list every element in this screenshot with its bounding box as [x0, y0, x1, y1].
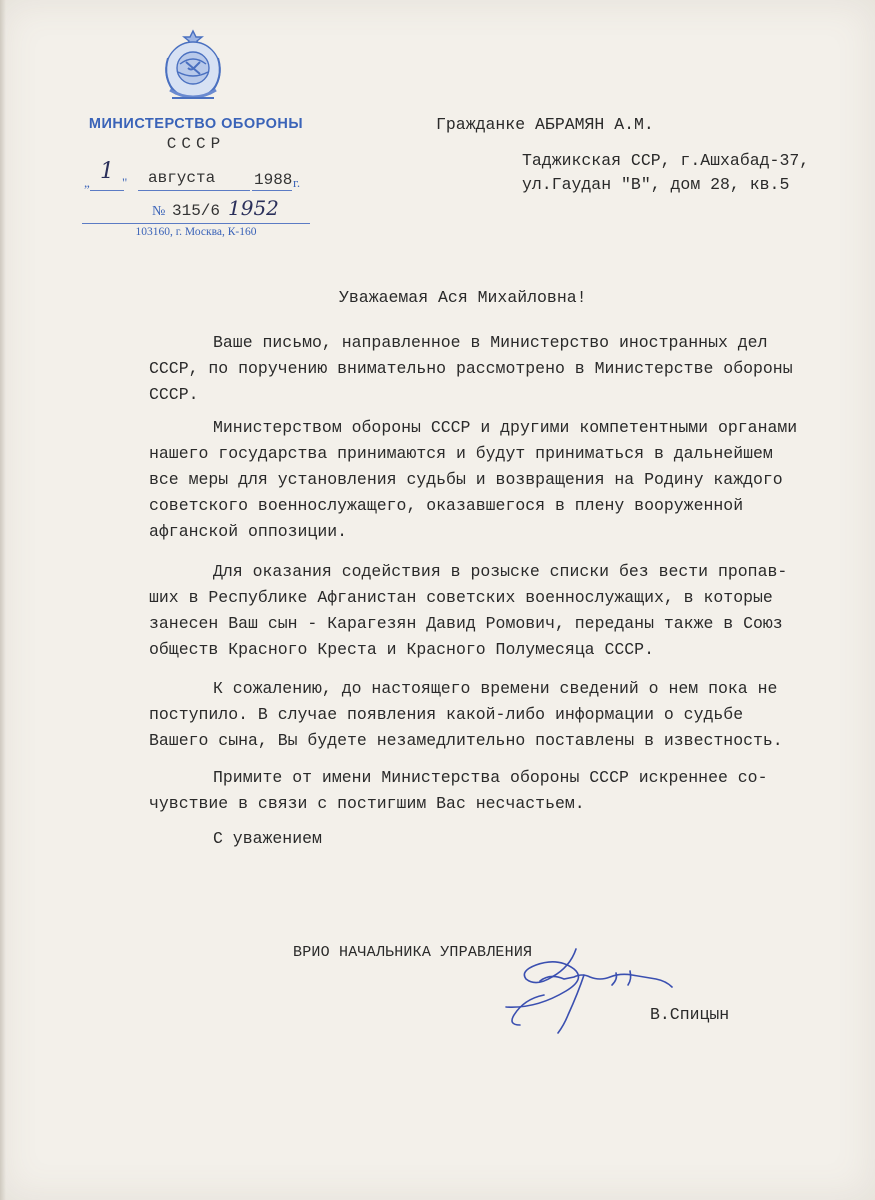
date-suffix: г.	[293, 175, 301, 190]
recipient-address-line1: Таджикская ССР, г.Ашхабад-37,	[522, 151, 810, 170]
number-line	[82, 223, 310, 224]
date-month: августа	[148, 169, 216, 187]
recipient-address-line2: ул.Гаудан "В", дом 28, кв.5	[522, 175, 790, 194]
body-line: поступило. В случае появления какой-либо информации о судьбе	[149, 705, 744, 724]
letterhead	[76, 28, 316, 268]
body-line: СССР.	[149, 385, 199, 404]
signatory-title: ВРИО НАЧАЛЬНИКА УПРАВЛЕНИЯ	[293, 944, 533, 961]
date-close-quote: "	[122, 175, 128, 190]
date-year-line	[252, 190, 292, 191]
body-line: К сожалению, до настоящего времени сведений о нем пока не	[213, 679, 778, 698]
date-row	[76, 159, 316, 193]
body-line: Вашего сына, Вы будете незамедлительно поставлены в известность.	[149, 731, 783, 750]
signatory-name: В.Спицын	[650, 1005, 730, 1024]
body-line: нашего государства принимаются и будут приниматься в дальнейшем	[149, 444, 773, 463]
body-line: все меры для установления судьбы и возвращения на Родину каждого	[149, 470, 783, 489]
letterhead-address: 103160, г. Москва, К-160	[135, 226, 257, 238]
date-month-line	[138, 190, 250, 191]
body-line: афганской оппозиции.	[149, 522, 348, 541]
body-line: обществ Красного Креста и Красного Полумесяца СССР.	[149, 640, 654, 659]
scan-edge	[0, 0, 6, 1200]
number-handwritten: 1952	[228, 196, 279, 220]
body-line: Для оказания содействия в розыске списки без вести пропав-	[213, 562, 788, 581]
recipient-name: Гражданке АБРАМЯН А.М.	[436, 115, 654, 134]
date-year: 1988	[254, 171, 293, 189]
ministry-name: МИНИСТЕРСТВО ОБОРОНЫ	[88, 116, 304, 132]
date-day-line	[90, 190, 124, 191]
body-line: Министерством обороны СССР и другими компетентными органами	[213, 418, 798, 437]
body-line: чувствие в связи с постигшим Вас несчастьем.	[149, 794, 585, 813]
number-label: №	[152, 204, 166, 219]
body-line: занесен Ваш сын - Карагезян Давид Ромович, переданы также в Союз	[149, 614, 783, 633]
closing: С уважением	[213, 829, 322, 848]
body-line: СССР, по поручению внимательно рассмотрено в Министерстве обороны	[149, 359, 793, 378]
body-line: ших в Республике Афганистан советских военнослужащих, в которые	[149, 588, 773, 607]
soviet-state-emblem-icon	[158, 28, 228, 108]
body-line: Ваше письмо, направленное в Министерство иностранных дел	[213, 333, 768, 352]
salutation: Уважаемая Ася Михайловна!	[339, 288, 587, 307]
country-name: СССР	[166, 135, 226, 153]
date-open-quote: „	[84, 175, 90, 190]
body-line: Примите от имени Министерства обороны СССР искреннее со-	[213, 768, 768, 787]
document-number-row	[76, 198, 316, 226]
handwritten-signature	[480, 945, 680, 1040]
date-day: 1	[100, 159, 114, 184]
number-typed: 315/6	[172, 202, 221, 220]
body-line: советского военнослужащего, оказавшегося в плену вооруженной	[149, 496, 744, 515]
